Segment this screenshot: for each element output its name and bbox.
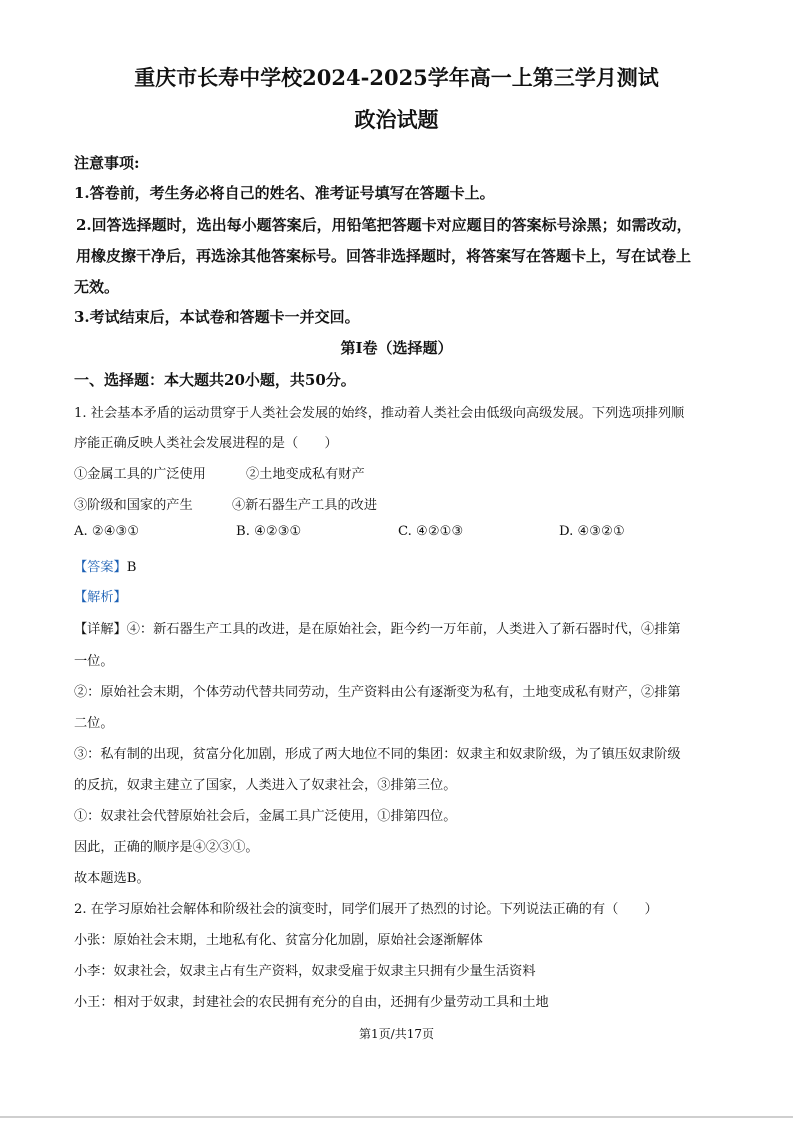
notice-item-2-line-3: 无效。 [74,278,120,296]
q2-statement-zhang: 小张：原始社会末期，土地私有化、贫富分化加剧，原始社会逐渐解体 [74,933,483,948]
part-title: 第Ⅰ卷（选择题） [340,339,453,357]
notice-item-3: 3.考试结束后，本试卷和答题卡一并交回。 [74,308,360,326]
notice-item-2-line-1: 2.回答选择题时，选出每小题答案后，用铅笔把答题卡对应题目的答案标号涂黑；如需改动， [76,216,692,234]
answer-value: B [126,560,137,575]
q1-option-a: A. ②④③① [74,524,140,539]
q1-detail-line-5: ③：私有制的出现，贫富分化加剧，形成了两大地位不同的集团：奴隶主和奴隶阶级，为了镇压奴隶阶级 [74,747,681,762]
notice-item-1: 1.答卷前，考生务必将自己的姓名、准考证号填写在答题卡上。 [74,184,495,202]
q2-statement-li: 小李：奴隶社会，奴隶主占有生产资料，奴隶受雇于奴隶主只拥有少量生活资料 [74,964,536,979]
q1-item-2: ②土地变成私有财产 [246,467,365,482]
q1-detail-line-2: 一位。 [74,654,114,669]
exam-title: 重庆市长寿中学校2024-2025学年高一上第三学月测试 [134,65,659,90]
q1-detail-line-8: 因此，正确的顺序是④②③①。 [74,840,259,855]
page-footer: 第1页/共17页 [359,1027,434,1041]
analysis-tag: 【解析】 [74,590,127,605]
q1-detail-line-7: ①：奴隶社会代替原始社会后，金属工具广泛使用，①排第四位。 [74,809,457,824]
q1-detail-line-6: 的反抗，奴隶主建立了国家，人类进入了奴隶社会，③排第三位。 [74,778,457,793]
page-bottom-divider [0,1116,793,1118]
q1-item-1: ①金属工具的广泛使用 [74,467,206,482]
q2-statement-wang: 小王：相对于奴隶，封建社会的农民拥有充分的自由，还拥有少量劳动工具和土地 [74,995,549,1010]
q1-option-b: B. ④②③① [236,524,302,539]
q1-option-c: C. ④②①③ [398,524,464,539]
q1-stem-line-2: 序能正确反映人类社会发展进程的是（ ） [74,436,338,451]
q1-stem-line-1: 1. 社会基本矛盾的运动贯穿于人类社会发展的始终，推动着人类社会由低级向高级发展。下列选项排列顺 [74,406,685,421]
q2-stem: 2. 在学习原始社会解体和阶级社会的演变时，同学们展开了热烈的讨论。下列说法正确的有（ ） [74,902,658,917]
q1-option-d: D. ④③②① [559,524,625,539]
section-heading: 一、选择题：本大题共20小题，共50分。 [74,371,356,389]
answer-tag: 【答案】 [74,560,127,575]
notice-item-2-line-2: 用橡皮擦干净后，再选涂其他答案标号。回答非选择题时，将答案写在答题卡上，写在试卷上 [76,247,692,265]
notice-heading: 注意事项: [74,154,140,172]
q1-detail-line-4: 二位。 [74,716,114,731]
q1-item-3: ③阶级和国家的产生 [74,498,193,513]
q1-item-4: ④新石器生产工具的改进 [232,498,378,513]
q1-detail-line-3: ②：原始社会末期，个体劳动代替共同劳动，生产资料由公有逐渐变为私有，土地变成私有财产，②排第 [74,685,681,700]
q1-detail-line-9: 故本题选B。 [74,871,150,886]
q1-answer [74,556,136,575]
q1-detail-line-1: 【详解】④：新石器生产工具的改进，是在原始社会，距今约一万年前，人类进入了新石器时代，④排第 [74,622,681,637]
exam-subtitle: 政治试题 [354,107,439,132]
